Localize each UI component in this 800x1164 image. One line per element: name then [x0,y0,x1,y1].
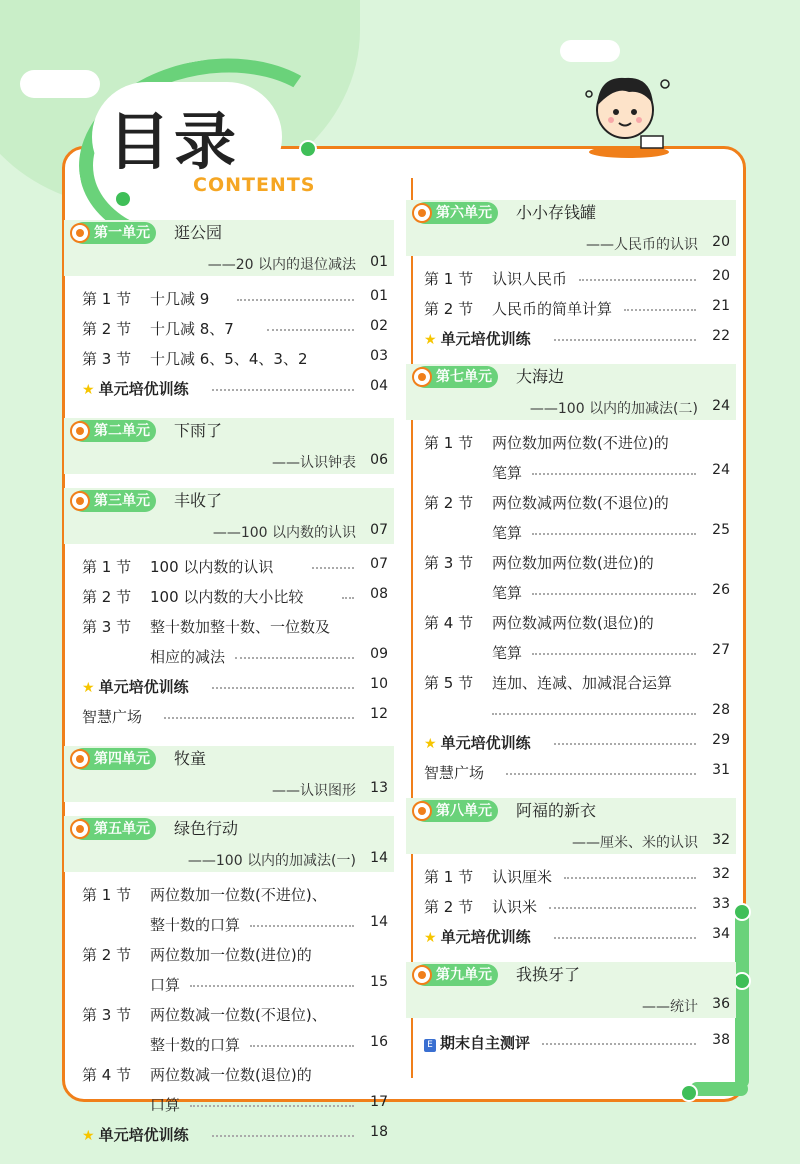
section-entry-continued[interactable] [64,1090,394,1120]
section-entry[interactable] [406,264,736,294]
unit-tag-label: 第七单元 [436,369,492,385]
unit-tag-label: 第六单元 [436,205,492,221]
training-entry[interactable] [64,672,394,702]
page-number: 13 [370,780,388,796]
unit-title: 绿色行动 [174,819,239,838]
page-number: 16 [370,1034,388,1050]
section-number: 第 2 节 [424,898,474,916]
training-entry[interactable] [406,922,736,952]
page-number: 14 [370,850,388,866]
section-title-continued: 整十数的口算 [150,1036,241,1054]
section-entry[interactable] [406,608,736,638]
training-text: 单元培优训练 [440,928,531,946]
unit-title: 丰收了 [174,491,223,510]
dot-leader [250,1045,354,1047]
section-number: 第 1 节 [424,434,474,452]
unit-block [406,364,736,788]
section-title-continued: 整十数的口算 [150,916,241,934]
dot-leader [164,717,354,719]
section-entry-continued[interactable] [406,518,736,548]
section-entry[interactable] [406,294,736,324]
page-number: 01 [370,254,388,270]
dot-leader [190,1105,354,1107]
section-number: 第 2 节 [82,588,132,606]
unit-subtitle-row [406,392,736,420]
unit-header[interactable] [64,418,394,444]
unit-bullet-icon [70,421,90,441]
section-number: 第 2 节 [424,300,474,318]
unit-header[interactable] [64,816,394,842]
section-entry-continued[interactable] [64,642,394,672]
page-number: 03 [370,348,388,364]
page-number: 21 [712,298,730,314]
unit-title: 牧童 [174,749,207,768]
dot-leader [235,657,354,659]
section-number: 第 5 节 [424,674,474,692]
boy-mascot-illustration [585,66,675,158]
section-entry[interactable] [406,428,736,458]
page-number: 24 [712,398,730,414]
page-number: 06 [370,452,388,468]
page-number: 34 [712,926,730,942]
page-number: 04 [370,378,388,394]
cloud-decoration [560,40,620,62]
wisdom-label: 智慧广场 [82,708,143,726]
page-number: 22 [712,328,730,344]
section-entry-continued[interactable] [64,970,394,1000]
section-title-continued: 笔算 [492,464,523,482]
dot-leader [554,937,696,939]
final-exam-text: 期末自主测评 [440,1034,531,1052]
section-title: 认识人民币 [492,270,568,288]
section-title-continued: 笔算 [492,644,523,662]
section-entry[interactable] [64,612,394,642]
training-label [82,378,189,399]
dot-leader [342,597,354,599]
dot-leader [564,877,696,879]
page-title: 目录 [108,105,241,178]
section-title: 十几减 6、5、4、3、2 [150,350,308,368]
dot-leader [267,329,354,331]
unit-subtitle: ——100 以内数的认识 [212,525,356,541]
section-title: 100 以内数的大小比较 [150,588,304,606]
page-number: 24 [712,462,730,478]
section-title-continued: 笔算 [492,584,523,602]
unit-header[interactable] [406,962,736,988]
cloud-decoration [20,70,100,98]
unit-subtitle-row [64,774,394,802]
unit-bullet-icon [70,223,90,243]
section-entry-continued[interactable] [406,698,736,728]
section-number: 第 2 节 [82,946,132,964]
unit-tag [72,748,156,770]
unit-block [406,798,736,952]
wisdom-label: 智慧广场 [424,764,485,782]
unit-bullet-icon [70,749,90,769]
section-number: 第 3 节 [82,350,132,368]
unit-tag-label: 第二单元 [94,423,150,439]
training-label [424,328,531,349]
page-number: 14 [370,914,388,930]
section-title: 两位数减两位数(不退位)的 [492,494,669,512]
section-entry[interactable] [64,314,394,344]
section-entry-continued[interactable] [64,1030,394,1060]
unit-tag [72,818,156,840]
dot-leader [624,309,696,311]
page-number: 08 [370,586,388,602]
dot-leader [532,653,696,655]
unit-bullet-icon [412,965,432,985]
section-title: 认识米 [492,898,538,916]
dot-leader [492,713,696,715]
unit-tag [414,800,498,822]
dot-leader [506,773,696,775]
section-title: 两位数减一位数(不退位)、 [150,1006,327,1024]
page-number: 20 [712,268,730,284]
unit-title: 大海边 [516,367,565,386]
unit-tag [414,964,498,986]
dot-leader [212,389,354,391]
training-entry[interactable] [64,1120,394,1150]
star-icon: ★ [424,736,437,752]
page-number: 36 [712,996,730,1012]
section-entry-continued[interactable] [406,638,736,668]
unit-bullet-icon [412,203,432,223]
page-number: 15 [370,974,388,990]
training-label [424,926,531,947]
unit-tag [414,366,498,388]
star-icon: ★ [82,382,95,398]
unit-tag [414,202,498,224]
section-title: 两位数加两位数(不进位)的 [492,434,669,452]
section-entry-continued[interactable] [406,578,736,608]
unit-title: 小小存钱罐 [516,203,597,222]
unit-subtitle-row [64,248,394,276]
section-title: 十几减 9 [150,290,210,308]
unit-bullet-icon [70,491,90,511]
dot-leader [190,985,354,987]
unit-subtitle: ——厘米、米的认识 [572,835,698,851]
section-number: 第 3 节 [424,554,474,572]
page-number: 31 [712,762,730,778]
unit-subtitle: ——认识钟表 [272,455,356,471]
unit-subtitle: ——20 以内的退位减法 [207,257,356,273]
page-number: 12 [370,706,388,722]
section-entry[interactable] [406,548,736,578]
page-number: 38 [712,1032,730,1048]
section-entry[interactable] [64,940,394,970]
unit-header[interactable] [406,200,736,226]
section-entry[interactable] [64,582,394,612]
unit-header[interactable] [64,488,394,514]
unit-block [64,746,394,802]
left-column [64,220,394,1164]
unit-tag-label: 第五单元 [94,821,150,837]
unit-tag [72,420,156,442]
unit-subtitle: ——人民币的认识 [586,237,698,253]
unit-subtitle-row [406,228,736,256]
dot-leader [312,567,354,569]
exam-icon: E [424,1039,436,1052]
section-title-continued: 相应的减法 [150,648,226,666]
dot-leader [532,593,696,595]
unit-tag [72,222,156,244]
unit-header[interactable] [64,746,394,772]
dot-leader [554,743,696,745]
section-number: 第 3 节 [82,1006,132,1024]
page-number: 07 [370,522,388,538]
page-number: 29 [712,732,730,748]
right-column [406,200,736,1058]
section-title-continued: 口算 [150,1096,181,1114]
star-icon: ★ [82,1128,95,1144]
section-number: 第 3 节 [82,618,132,636]
unit-header[interactable] [406,364,736,390]
training-entry[interactable] [406,728,736,758]
training-text: 单元培优训练 [98,678,189,696]
section-title: 100 以内数的认识 [150,558,274,576]
section-title: 人民币的简单计算 [492,300,613,318]
unit-subtitle: ——统计 [642,999,698,1015]
unit-block [406,200,736,354]
section-number: 第 4 节 [424,614,474,632]
section-entry[interactable] [406,488,736,518]
dot-leader [532,473,696,475]
section-title-continued: 口算 [150,976,181,994]
section-title: 连加、连减、加减混合运算 [492,674,673,692]
wisdom-entry[interactable] [64,702,394,732]
section-title: 两位数减两位数(退位)的 [492,614,654,632]
section-title: 整十数加整十数、一位数及 [150,618,331,636]
unit-tag-label: 第八单元 [436,803,492,819]
dot-leader [554,339,696,341]
section-title: 两位数减一位数(退位)的 [150,1066,312,1084]
rail-dot [680,1084,698,1102]
page-number: 09 [370,646,388,662]
section-entry[interactable] [64,284,394,314]
unit-subtitle-row [406,990,736,1018]
section-entry-continued[interactable] [64,910,394,940]
unit-block [406,962,736,1018]
unit-subtitle: ——100 以内的加减法(一) [187,853,356,869]
training-text: 单元培优训练 [98,1126,189,1144]
section-entry[interactable] [64,880,394,910]
training-label [82,1124,189,1145]
page-number: 25 [712,522,730,538]
dot-leader [250,925,354,927]
star-icon: ★ [424,332,437,348]
section-title: 认识厘米 [492,868,553,886]
unit-tag-label: 第三单元 [94,493,150,509]
green-hook-decoration [690,1082,748,1096]
dot-leader [212,1135,354,1137]
training-text: 单元培优训练 [440,734,531,752]
page-number: 33 [712,896,730,912]
unit-block [64,220,394,404]
dot-leader [212,687,354,689]
unit-bullet-icon [412,801,432,821]
section-number: 第 1 节 [82,558,132,576]
section-number: 第 4 节 [82,1066,132,1084]
unit-tag-label: 第四单元 [94,751,150,767]
unit-bullet-icon [70,819,90,839]
unit-tag [72,490,156,512]
section-title: 两位数加两位数(进位)的 [492,554,654,572]
training-label [82,676,189,697]
page-number: 20 [712,234,730,250]
page-number: 32 [712,866,730,882]
page-number: 01 [370,288,388,304]
unit-title: 逛公园 [174,223,223,242]
section-title: 十几减 8、7 [150,320,234,338]
section-number: 第 1 节 [82,290,132,308]
training-entry[interactable] [64,374,394,404]
section-number: 第 2 节 [424,494,474,512]
unit-tag-label: 第九单元 [436,967,492,983]
unit-subtitle: ——认识图形 [272,783,356,799]
section-number: 第 2 节 [82,320,132,338]
page-subtitle: CONTENTS [193,174,316,196]
unit-subtitle-row [64,446,394,474]
page-number: 28 [712,702,730,718]
section-entry[interactable] [64,344,394,374]
training-text: 单元培优训练 [98,380,189,398]
page-number: 27 [712,642,730,658]
section-entry-continued[interactable] [406,458,736,488]
training-entry[interactable] [406,324,736,354]
unit-block [64,488,394,732]
star-icon: ★ [82,680,95,696]
star-icon: ★ [424,930,437,946]
unit-subtitle-row [64,844,394,872]
unit-header[interactable] [406,798,736,824]
unit-header[interactable] [64,220,394,246]
page-number: 18 [370,1124,388,1140]
unit-title: 下雨了 [174,421,223,440]
page-number: 32 [712,832,730,848]
page-number: 10 [370,676,388,692]
unit-tag-label: 第一单元 [94,225,150,241]
section-number: 第 1 节 [424,868,474,886]
section-entry[interactable] [64,552,394,582]
unit-bullet-icon [412,367,432,387]
unit-title: 我换牙了 [516,965,581,984]
section-title: 两位数加一位数(不进位)、 [150,886,327,904]
unit-subtitle: ——100 以内的加减法(二) [529,401,698,417]
unit-block [64,816,394,1150]
page-number: 26 [712,582,730,598]
unit-block [64,418,394,474]
final-exam-entry[interactable] [406,1028,736,1058]
section-entry[interactable] [406,862,736,892]
dot-leader [579,279,696,281]
dot-leader [237,299,354,301]
section-entry[interactable] [64,1000,394,1030]
dot-leader [549,907,696,909]
unit-title: 阿福的新衣 [516,801,597,820]
unit-subtitle-row [406,826,736,854]
section-number: 第 1 节 [82,886,132,904]
green-rail-decoration [735,910,749,1088]
section-entry[interactable] [64,1060,394,1090]
training-label [424,732,531,753]
section-number: 第 1 节 [424,270,474,288]
section-entry[interactable] [406,892,736,922]
training-text: 单元培优训练 [440,330,531,348]
page-number: 17 [370,1094,388,1110]
unit-subtitle-row [64,516,394,544]
wisdom-entry[interactable] [406,758,736,788]
page-number: 02 [370,318,388,334]
page-number: 07 [370,556,388,572]
section-title: 两位数加一位数(进位)的 [150,946,312,964]
section-title-continued: 笔算 [492,524,523,542]
final-exam-label [424,1032,530,1053]
dot-leader [542,1043,696,1045]
section-entry[interactable] [406,668,736,698]
dot-leader [532,533,696,535]
